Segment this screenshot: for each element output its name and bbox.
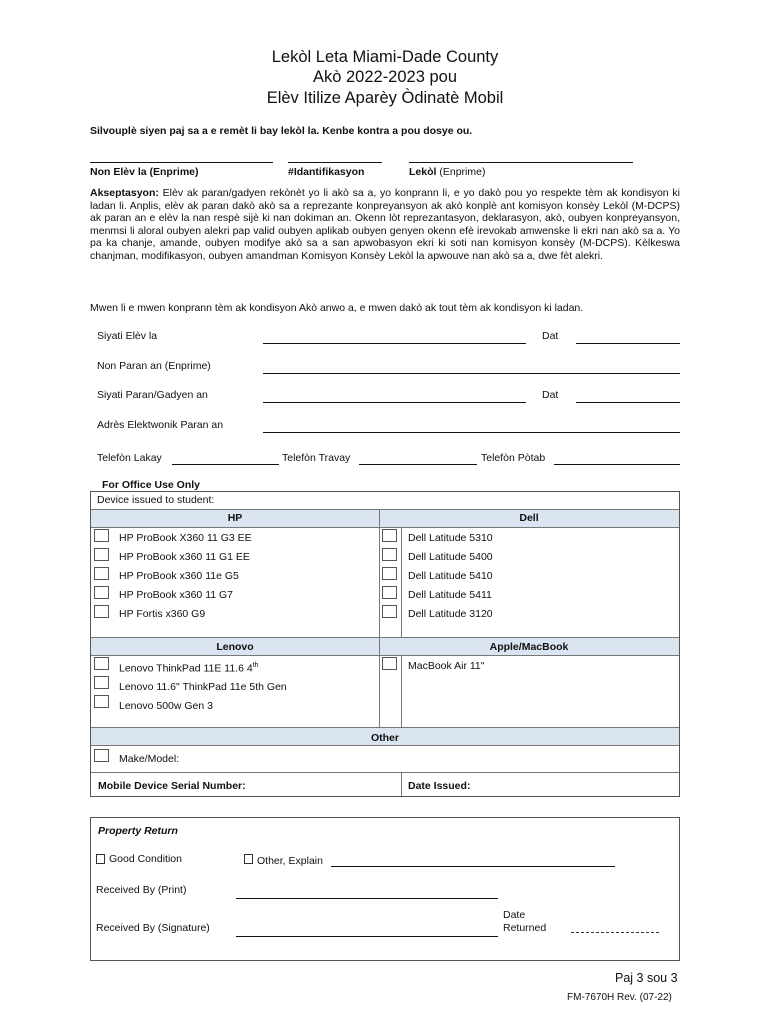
property-return-box	[90, 817, 680, 961]
hp-item-2: HP ProBook x360 11 G1 EE	[119, 551, 250, 563]
row-divider	[91, 745, 679, 746]
title-line-2: Akò 2022-2023 pou	[312, 68, 458, 86]
date-returned-label-1: Date	[503, 909, 526, 921]
parent-signature-line[interactable]	[263, 402, 526, 403]
apple-item-1: MacBook Air 11"	[408, 660, 485, 672]
office-use-title: For Office Use Only	[102, 479, 201, 491]
instruction-text: Silvouplè siyen paj sa a e remèt li bay lekòl la. Kenbe kontra a pou dosye ou.	[90, 125, 473, 137]
lenovo-header: Lenovo	[216, 641, 254, 653]
form-number: FM-7670H Rev. (07-22)	[567, 992, 672, 1003]
hp-item-2-checkbox[interactable]	[94, 548, 109, 561]
dell-item-2: Dell Latitude 5400	[408, 551, 493, 563]
school-line[interactable]	[409, 162, 633, 163]
other-explain-checkbox[interactable]	[244, 854, 253, 864]
row-divider	[91, 772, 679, 773]
row-divider	[91, 509, 679, 510]
lenovo-item-1-checkbox[interactable]	[94, 657, 109, 670]
date-issued-label: Date Issued:	[408, 780, 471, 792]
lenovo-item-2: Lenovo 11.6" ThinkPad 11e 5th Gen	[119, 681, 287, 693]
dell-item-3: Dell Latitude 5410	[408, 570, 493, 582]
apple-item-1-checkbox[interactable]	[382, 657, 397, 670]
parent-name-label: Non Paran an (Enprime)	[97, 360, 211, 372]
work-phone-label: Telefòn Travay	[282, 452, 351, 464]
lenovo-item-2-checkbox[interactable]	[94, 676, 109, 689]
hp-item-3-checkbox[interactable]	[94, 567, 109, 580]
student-signature-label: Siyati Elèv la	[97, 330, 158, 342]
title-line-1: Lekòl Leta Miami-Dade County	[271, 48, 499, 66]
column-divider	[379, 509, 380, 727]
hp-header: HP	[227, 512, 243, 524]
lenovo-item-3-checkbox[interactable]	[94, 695, 109, 708]
received-signature-line[interactable]	[236, 936, 498, 937]
other-explain-label: Other, Explain	[257, 855, 323, 867]
hp-item-5: HP Fortis x360 G9	[119, 608, 206, 620]
dell-item-5-checkbox[interactable]	[382, 605, 397, 618]
dell-item-4: Dell Latitude 5411	[408, 589, 492, 601]
apple-header: Apple/MacBook	[489, 641, 569, 653]
device-issued-label: Device issued to student:	[97, 494, 215, 506]
row-divider	[91, 637, 679, 638]
id-number-label: #Idantifikasyon	[288, 166, 365, 178]
column-divider	[401, 527, 402, 637]
lenovo-item-3: Lenovo 500w Gen 3	[119, 700, 213, 712]
good-condition-checkbox[interactable]	[96, 854, 105, 864]
make-model-label: Make/Model:	[119, 753, 180, 765]
row-divider	[91, 527, 679, 528]
parent-email-label: Adrès Elektwonik Paran an	[97, 419, 224, 431]
cell-phone-label: Telefòn Pòtab	[481, 452, 546, 464]
work-phone-line[interactable]	[359, 464, 477, 465]
home-phone-label: Telefòn Lakay	[97, 452, 162, 464]
acceptance-paragraph: Akseptasyon: Elèv ak paran/gadyen rekònèt yo li akò sa a, yo konprann li, e yo dakò pou yo respekte tèm ak kondisyon ki ladan li. Anplis, elèv ak paran dakò akò sa a reprezante konpreyansyon ak akò konplè ant komisyon konsèy Lekòl (M-DCPS) ak paran an e elèv la nan respè sijè ki nan dokiman an. Okenn lòt reprezantasyon, deklarasyon, akò, oubyen konpreyansyon, menmsi li aloral oubyen alekri pap valid oubyen aplikab oubyen genyen okenn efè irevokab amwenske li ekri nan akò sa a. Yo pa ka chanje, amande, oubyen modifye akò sa a san apwobasyon ekri ki soti nan komisyon konsèy (M-DCPS). Kèlkeswa chanjman, modifikasyon, oubyen amandman Komisyon Konsèy Lekòl la apwouve nan akò sa a, dwe fèt alekri.	[90, 187, 680, 262]
good-condition-label: Good Condition	[109, 853, 182, 865]
dell-item-1: Dell Latitude 5310	[408, 532, 493, 544]
received-print-label: Received By (Print)	[96, 884, 187, 896]
column-divider	[401, 655, 402, 727]
hp-item-5-checkbox[interactable]	[94, 605, 109, 618]
lenovo-item-1: Lenovo ThinkPad 11E 11.6 4th	[119, 662, 259, 675]
dell-header: Dell	[519, 512, 539, 524]
dell-item-3-checkbox[interactable]	[382, 567, 397, 580]
other-header: Other	[370, 732, 399, 744]
school-label: Lekòl (Enprime)	[409, 166, 486, 178]
id-number-line[interactable]	[288, 162, 382, 163]
date-label-2: Dat	[542, 389, 559, 401]
other-explain-line[interactable]	[331, 866, 615, 867]
received-print-line[interactable]	[236, 898, 498, 899]
hp-item-1: HP ProBook X360 11 G3 EE	[119, 532, 252, 544]
row-divider	[91, 655, 679, 656]
dell-item-4-checkbox[interactable]	[382, 586, 397, 599]
other-checkbox[interactable]	[94, 749, 109, 762]
home-phone-line[interactable]	[172, 464, 279, 465]
student-signature-line[interactable]	[263, 343, 526, 344]
cell-phone-line[interactable]	[554, 464, 680, 465]
page-number: Paj 3 sou 3	[615, 971, 678, 985]
hp-item-4-checkbox[interactable]	[94, 586, 109, 599]
hp-item-3: HP ProBook x360 11e G5	[119, 570, 239, 582]
parent-name-line[interactable]	[263, 373, 680, 374]
dell-item-1-checkbox[interactable]	[382, 529, 397, 542]
date-line-1[interactable]	[576, 343, 680, 344]
student-name-label: Non Elèv la (Enprime)	[90, 166, 199, 178]
dell-item-5: Dell Latitude 3120	[408, 608, 493, 620]
received-signature-label: Received By (Signature)	[96, 922, 210, 934]
date-returned-line[interactable]	[571, 932, 659, 933]
serial-number-label: Mobile Device Serial Number:	[98, 780, 246, 792]
date-returned-label-2: Returned	[503, 922, 547, 934]
column-divider	[401, 772, 402, 796]
dell-item-2-checkbox[interactable]	[382, 548, 397, 561]
parent-signature-label: Siyati Paran/Gadyen an	[97, 389, 208, 401]
office-device-table	[90, 491, 680, 797]
agree-statement: Mwen li e mwen konprann tèm ak kondisyon Akò anwo a, e mwen dakò ak tout tèm ak kondisyon ki ladan.	[90, 302, 584, 314]
parent-email-line[interactable]	[263, 432, 680, 433]
date-line-2[interactable]	[576, 402, 680, 403]
property-return-title: Property Return	[98, 825, 178, 837]
date-label-1: Dat	[542, 330, 559, 342]
row-divider	[91, 727, 679, 728]
student-name-line[interactable]	[90, 162, 273, 163]
hp-item-4: HP ProBook x360 11 G7	[119, 589, 234, 601]
hp-item-1-checkbox[interactable]	[94, 529, 109, 542]
title-line-3: Elèv Itilize Aparèy Òdinatè Mobil	[266, 89, 504, 107]
